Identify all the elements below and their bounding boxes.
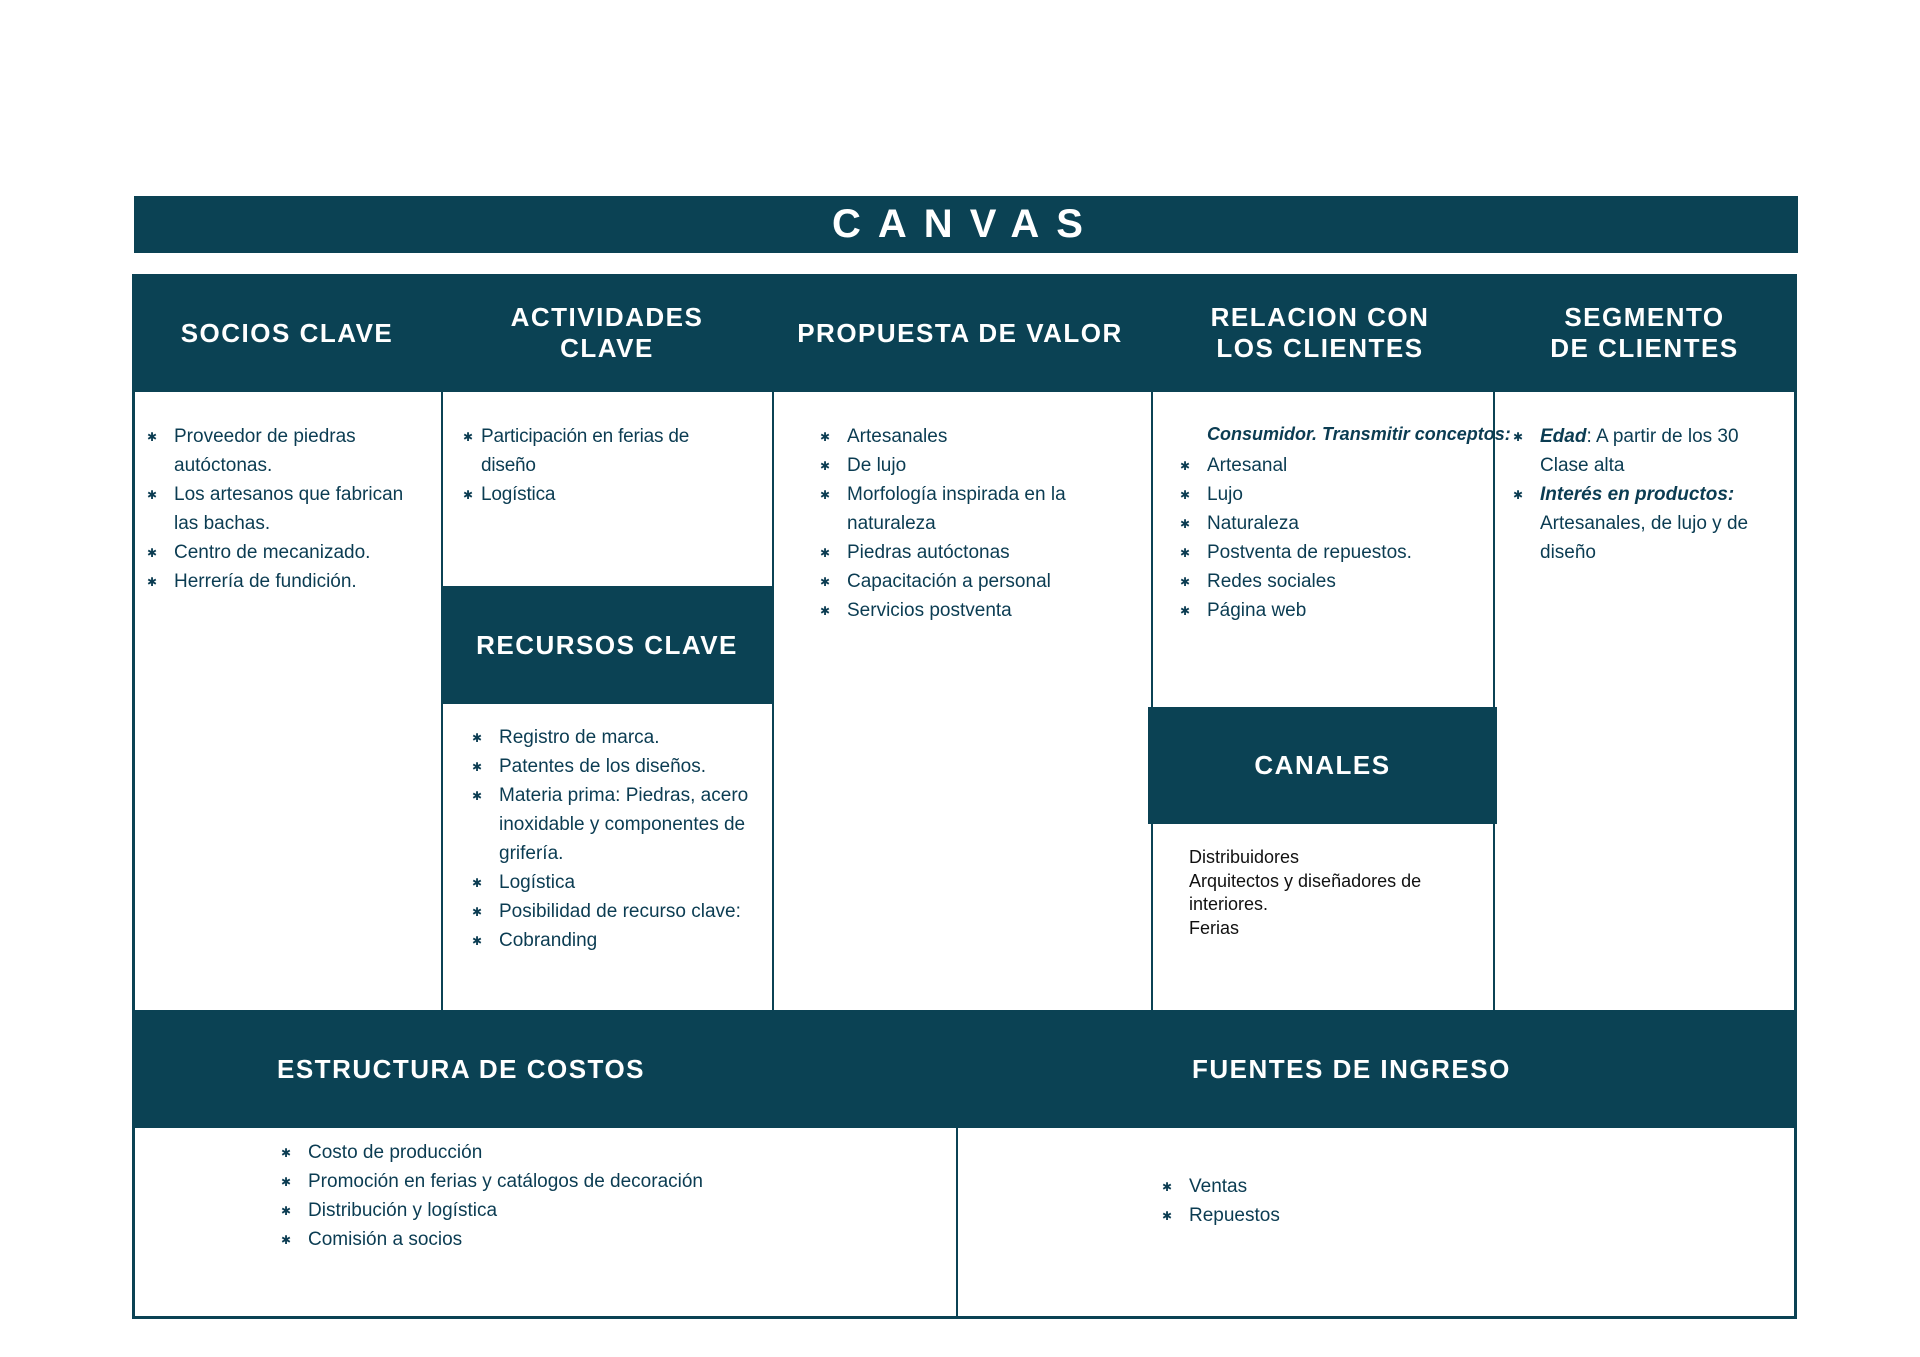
- recursos-clave-list: [472, 723, 762, 955]
- list-item: ✱ Redes sociales: [1180, 567, 1470, 596]
- canales-line: Ferias: [1189, 917, 1240, 938]
- list-item: ✱ Posibilidad de recurso clave:: [472, 897, 762, 926]
- header-fuentes-ingreso: FUENTES DE INGRESO: [1192, 1053, 1511, 1084]
- canales-text: [1189, 846, 1421, 940]
- fuentes-ingreso-list: [1162, 1172, 1462, 1230]
- header-estructura-costos: ESTRUCTURA DE COSTOS: [277, 1053, 646, 1084]
- relacion-clientes-list: [1180, 451, 1470, 625]
- header-recursos-clave-label: RECURSOS CLAVE: [476, 629, 738, 660]
- canvas-title: CANVAS: [134, 196, 1798, 253]
- list-item: ✱ Capacitación a personal: [820, 567, 1130, 596]
- list-item: ✱ Promoción en ferias y catálogos de decoración: [281, 1167, 901, 1196]
- list-item: ✱ De lujo: [820, 451, 1130, 480]
- list-item: ✱ Repuestos: [1162, 1201, 1462, 1230]
- divider-socios-actividades: [441, 392, 443, 1010]
- list-item: ✱ Postventa de repuestos.: [1180, 538, 1470, 567]
- estructura-costos-list: [281, 1138, 901, 1254]
- header-segmento-line1: SEGMENTO: [1564, 302, 1725, 332]
- header-propuesta-valor-label: PROPUESTA DE VALOR: [797, 317, 1123, 348]
- list-item: ✱ Ventas: [1162, 1172, 1462, 1201]
- list-item: ✱ Comisión a socios: [281, 1225, 901, 1254]
- header-actividades-line2: CLAVE: [560, 333, 654, 363]
- header-segmento-line2: DE CLIENTES: [1550, 333, 1739, 363]
- canales-line: Arquitectos y diseñadores de: [1189, 870, 1422, 891]
- canales-line: Distribuidores: [1189, 847, 1300, 867]
- list-item: ✱ Cobranding: [472, 926, 762, 955]
- header-relacion-line2: LOS CLIENTES: [1216, 333, 1424, 363]
- list-item: ✱ Página web: [1180, 596, 1470, 625]
- segmento-interes-label: Interés en productos:: [1540, 484, 1735, 505]
- header-actividades-line1: ACTIVIDADES: [510, 302, 704, 332]
- list-item: ✱ Materia prima: Piedras, acero inoxidable y componentes de grifería.: [472, 781, 762, 868]
- list-item: ✱ Morfología inspirada en la naturaleza: [820, 480, 1130, 538]
- list-item: ✱ Logística: [472, 868, 762, 897]
- divider-propuesta-relacion: [1151, 392, 1153, 1010]
- list-item: ✱ Herrería de fundición.: [147, 567, 417, 596]
- list-item: [1513, 480, 1763, 567]
- list-item: ✱ Patentes de los diseños.: [472, 752, 762, 781]
- relacion-intro: Consumidor. Transmitir conceptos:: [1207, 424, 1511, 444]
- list-item: ✱ Lujo: [1180, 480, 1470, 509]
- socios-clave-list: [147, 422, 417, 596]
- divider-relacion-segmento: [1493, 392, 1495, 1010]
- actividades-clave-list: [463, 422, 728, 509]
- list-item: ✱ Costo de producción: [281, 1138, 901, 1167]
- segmento-edad-label: Edad: [1540, 426, 1587, 447]
- segmento-interes-text: Artesanales, de lujo y de diseño: [1540, 513, 1749, 563]
- segmento-clientes-list: [1513, 422, 1763, 567]
- list-item: ✱ Artesanales: [820, 422, 1130, 451]
- list-item: ✱ Distribución y logística: [281, 1196, 901, 1225]
- list-item: ✱ Proveedor de piedras autóctonas.: [147, 422, 417, 480]
- list-item: ✱ Registro de marca.: [472, 723, 762, 752]
- list-item: ✱ Los artesanos que fabrican las bachas.: [147, 480, 417, 538]
- list-item: ✱ Artesanal: [1180, 451, 1470, 480]
- header-canales-label: CANALES: [1254, 750, 1391, 780]
- list-item: ✱ Naturaleza: [1180, 509, 1470, 538]
- list-item: [1513, 422, 1763, 480]
- list-item: ✱ Logística: [463, 480, 728, 509]
- list-item: ✱ Piedras autóctonas: [820, 538, 1130, 567]
- divider-costos-ingresos: [956, 1128, 958, 1319]
- list-item: ✱ Participación en ferias de diseño: [463, 422, 728, 480]
- segmento-edad-text: : A partir de los 30 Clase alta: [1540, 426, 1739, 476]
- list-item: ✱ Centro de mecanizado.: [147, 538, 417, 567]
- canales-line: interiores.: [1189, 894, 1269, 914]
- list-item: ✱ Servicios postventa: [820, 596, 1130, 625]
- propuesta-valor-list: [820, 422, 1130, 625]
- divider-actividades-propuesta: [772, 392, 774, 1010]
- header-relacion-line1: RELACION CON: [1210, 302, 1430, 332]
- header-socios-clave-label: SOCIOS CLAVE: [180, 317, 394, 348]
